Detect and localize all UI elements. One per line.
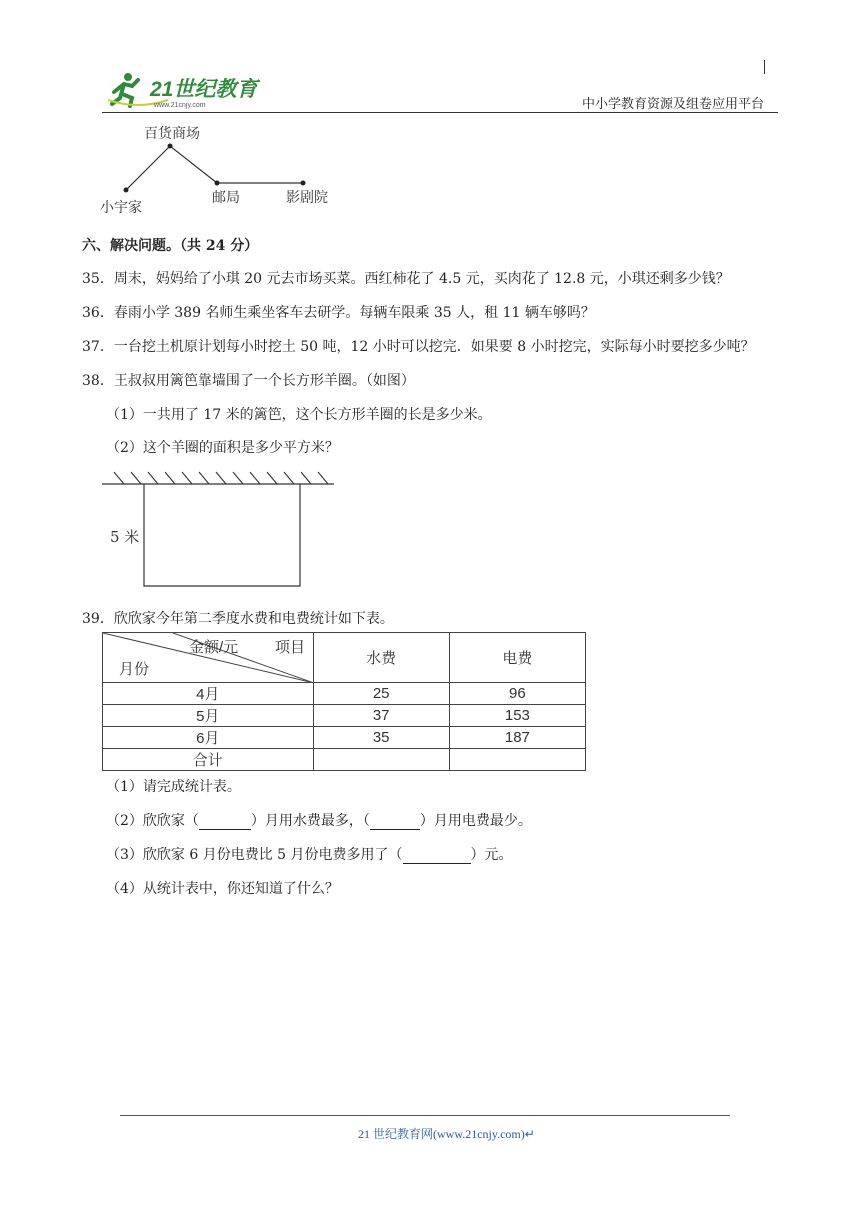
row-power: 153 <box>449 705 585 727</box>
row-power: 96 <box>449 683 585 705</box>
route-diagram <box>90 118 350 218</box>
mall-label: 百货商场 <box>144 126 200 142</box>
row-power: 187 <box>449 727 585 749</box>
header-water: 水费 <box>313 633 449 683</box>
question-38-2: （2）这个羊圈的面积是多少平方米？ <box>106 440 339 456</box>
header-divider <box>102 112 778 113</box>
side-length-label: 5 米 <box>110 528 140 546</box>
row-month: 5月 <box>103 705 314 727</box>
question-36: 36．春雨小学 389 名师生乘坐客车去研学。每辆车限乘 35 人，租 11 辆车够吗？ <box>82 305 595 321</box>
brand-text: 21世纪教育 <box>150 78 258 101</box>
footer-divider <box>120 1115 730 1116</box>
home-point <box>124 188 129 193</box>
section-title: 六、解决问题。（共 24 分） <box>82 238 259 254</box>
footer-text: 21 世纪教育网(www.21cnjy.com)↵ <box>358 1127 535 1141</box>
table-row <box>103 705 586 727</box>
sheep-pen-figure <box>100 468 340 592</box>
row-month: 合计 <box>103 749 314 771</box>
brand-logo <box>108 70 283 110</box>
header-power: 电费 <box>449 633 585 683</box>
answer-blank-power-month[interactable] <box>370 813 420 830</box>
total-power-blank[interactable] <box>449 749 585 771</box>
question-39-2 <box>106 810 532 830</box>
home-label: 小宇家 <box>100 200 142 216</box>
mall-point <box>168 144 173 149</box>
corner-month: 月份 <box>119 661 150 678</box>
theater-label: 影剧院 <box>286 190 328 206</box>
row-water: 37 <box>313 705 449 727</box>
header-tick <box>764 60 765 74</box>
row-month: 4月 <box>103 683 314 705</box>
wall-hatching <box>114 472 328 484</box>
q39-2-part-c: ）月用电费最少。 <box>419 813 532 829</box>
question-37: 37．一台挖土机原计划每小时挖土 50 吨，12 小时可以挖完．如果要 8 小时挖完，实际每小时要挖多少吨？ <box>82 339 755 355</box>
table-row <box>103 683 586 705</box>
q39-2-part-b: ）月用水费最多，（ <box>250 813 370 829</box>
question-39-3 <box>106 844 513 864</box>
platform-title: 中小学教育资源及组卷应用平台 <box>582 97 765 112</box>
q39-2-part-a: （2）欣欣家（ <box>106 813 199 829</box>
question-39-4: （4）从统计表中，你还知道了什么？ <box>106 881 339 897</box>
q39-3-part-a: （3）欣欣家 6 月份电费比 5 月份电费多用了（ <box>106 847 403 863</box>
row-water: 25 <box>313 683 449 705</box>
question-35: 35．周末，妈妈给了小琪 20 元去市场买菜。西红柿花了 4.5 元，买肉花了 12.8 元，小琪还剩多少钱？ <box>82 271 730 287</box>
question-38: 38．王叔叔用篱笆靠墙围了一个长方形羊圈。（如图） <box>82 373 415 389</box>
question-39: 39．欣欣家今年第二季度水费和电费统计如下表。 <box>82 611 394 627</box>
answer-blank-difference[interactable] <box>403 847 471 864</box>
row-month: 6月 <box>103 727 314 749</box>
answer-blank-water-month[interactable] <box>199 813 251 830</box>
corner-amount: 金额/元 <box>189 639 239 656</box>
q39-3-part-b: ）元。 <box>470 847 513 863</box>
question-39-1: （1）请完成统计表。 <box>106 779 241 795</box>
corner-item: 项目 <box>275 639 306 656</box>
brand-url: www.21cnjy.com <box>154 102 206 109</box>
question-38-1: （1）一共用了 17 米的篱笆，这个长方形羊圈的长是多少米。 <box>106 407 492 423</box>
table-row-total <box>103 749 586 771</box>
table-corner-cell <box>103 633 314 683</box>
post-office-point <box>215 181 220 186</box>
theater-point <box>301 181 306 186</box>
stats-table <box>102 632 586 771</box>
post-office-label: 邮局 <box>212 190 240 206</box>
table-row <box>103 727 586 749</box>
pen-fence <box>144 484 300 586</box>
total-water-blank[interactable] <box>313 749 449 771</box>
row-water: 35 <box>313 727 449 749</box>
